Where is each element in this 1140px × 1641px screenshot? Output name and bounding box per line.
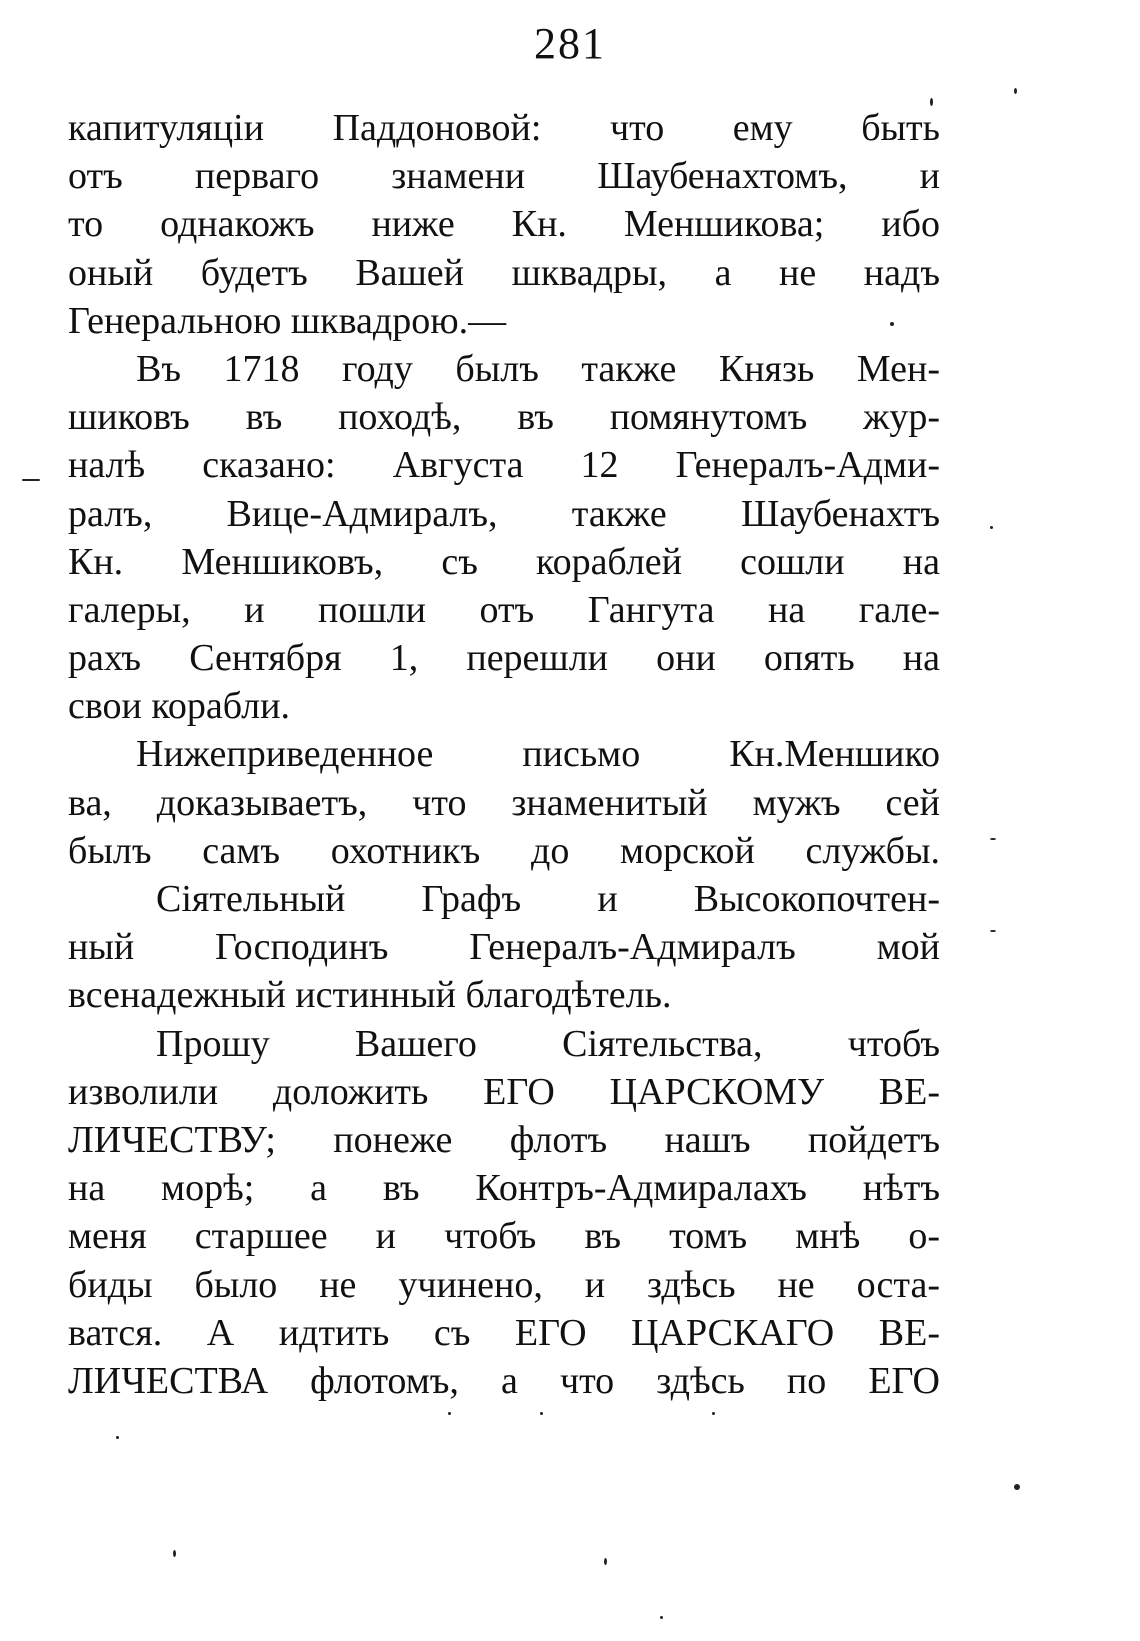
scan-speck xyxy=(1014,1484,1020,1490)
text-line: былъ самъ охотникъ до морской службы. xyxy=(68,829,940,872)
text-line: капитуляціи Паддоновой: что ему быть xyxy=(68,107,940,149)
text-line: всенадежный истинный благодѣтель. xyxy=(68,974,672,1017)
scan-speck xyxy=(448,1412,451,1415)
text-line: шиковъ въ походѣ, въ помянутомъ жур- xyxy=(68,396,940,439)
text-line: отъ перваго знамени Шаубенахтомъ, и xyxy=(68,155,940,198)
scan-speck xyxy=(540,1412,543,1415)
text-line: налѣ сказано: Августа 12 Генералъ-Адми- xyxy=(68,444,940,487)
text-line: Въ 1718 году былъ также Князь Мен- xyxy=(136,347,940,390)
text-line: галеры, и пошли отъ Гангута на гале- xyxy=(68,588,940,631)
text-line: Генеральною шквадрою.— xyxy=(68,299,507,342)
text-line: свои корабли. xyxy=(68,685,290,728)
scan-speck xyxy=(890,322,894,326)
scan-speck xyxy=(990,526,993,529)
scan-speck xyxy=(990,838,996,840)
scan-speck xyxy=(604,1558,607,1565)
text-line: ный Господинъ Генералъ-Адмиралъ мой xyxy=(68,926,940,969)
text-line: ЛИЧЕСТВА флотомъ, а что здѣсь по ЕГО xyxy=(68,1359,940,1402)
text-line: ралъ, Вице-Адмиралъ, также Шаубенахтъ xyxy=(68,492,940,535)
page-number: 281 xyxy=(534,19,606,68)
scan-speck xyxy=(1014,88,1017,94)
text-line: Нижеприведенное письмо Кн.Меншико xyxy=(136,733,940,776)
scan-speck xyxy=(22,479,40,481)
body-text xyxy=(68,104,940,1405)
scan-speck xyxy=(173,1550,176,1557)
text-line: ЛИЧЕСТВУ; понеже флотъ нашъ пойдетъ xyxy=(68,1118,940,1161)
scan-speck xyxy=(990,930,996,932)
text-line: на морѣ; а въ Контръ-Адмиралахъ нѣтъ xyxy=(68,1167,940,1210)
text-line: биды было не учинено, и здѣсь не оста- xyxy=(68,1263,940,1306)
text-line: оный будетъ Вашей шквадры, а не надъ xyxy=(68,251,940,294)
text-line: Кн. Меншиковъ, съ кораблей сошли на xyxy=(68,540,940,583)
text-line: ва, доказываетъ, что знаменитый мужъ сей xyxy=(68,781,940,824)
text-line: Сіятельный Графъ и Высокопочтен- xyxy=(156,878,940,920)
text-line: Прошу Вашего Сіятельства, чтобъ xyxy=(156,1022,940,1065)
scan-speck xyxy=(116,1436,119,1439)
text-line: меня старшее и чтобъ въ томъ мнѣ о- xyxy=(68,1215,940,1258)
text-line: рахъ Сентября 1, перешли они опять на xyxy=(68,637,940,680)
text-line: изволили доложить ЕГО ЦАРСКОМУ ВЕ- xyxy=(68,1070,940,1113)
scan-speck xyxy=(660,1616,663,1619)
scan-speck xyxy=(930,98,933,106)
text-line: то однакожъ ниже Кн. Меншикова; ибо xyxy=(68,203,940,246)
scan-speck xyxy=(712,1412,715,1415)
text-line: ватся. А идтить съ ЕГО ЦАРСКАГО ВЕ- xyxy=(68,1311,940,1354)
